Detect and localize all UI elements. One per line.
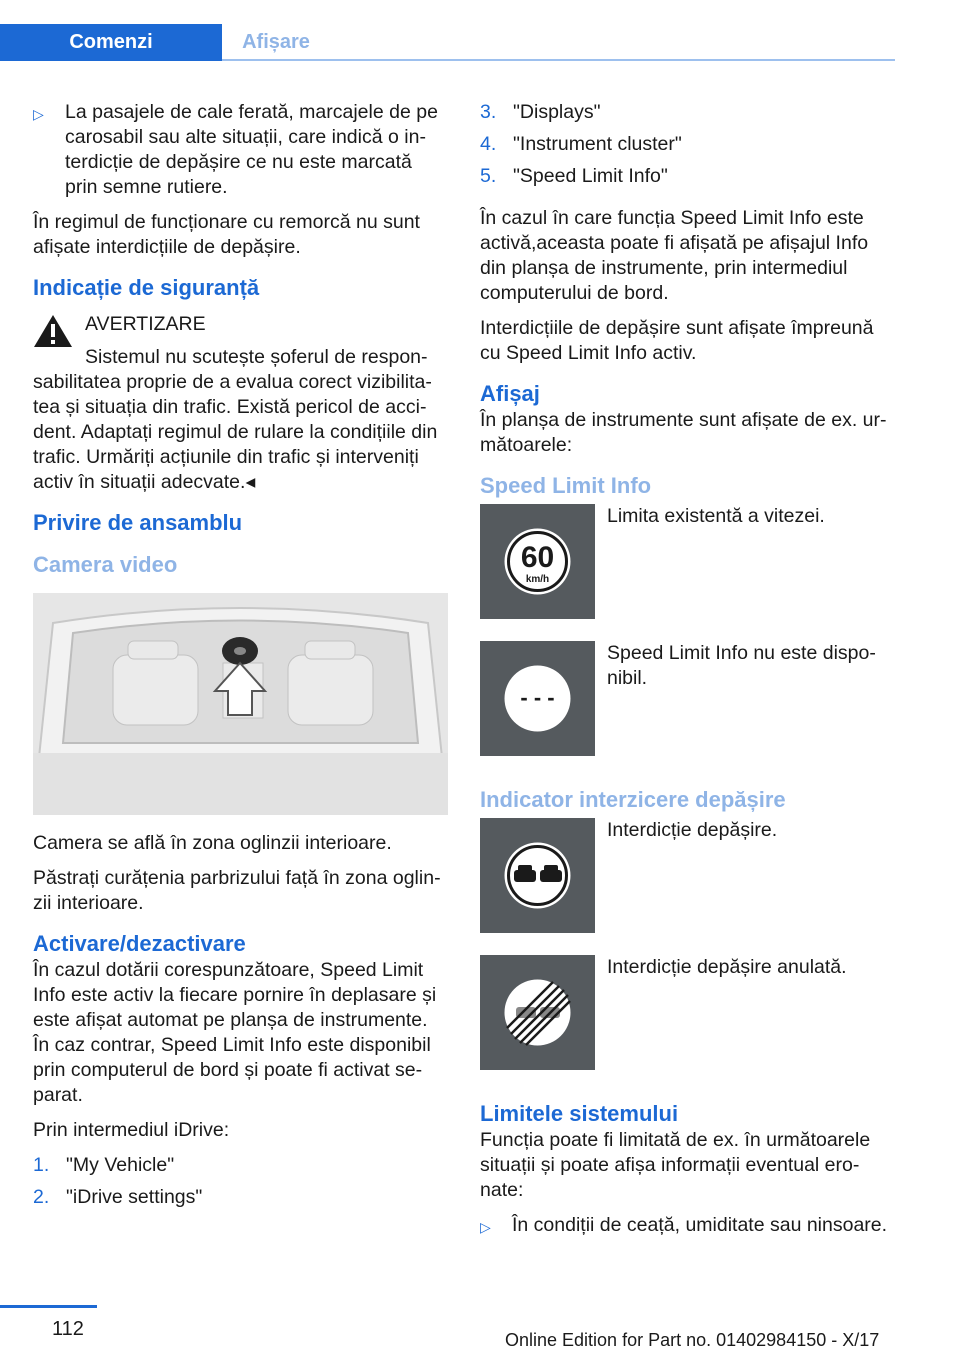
chapter-tabs [0,24,895,61]
sign-unavailable-caption: Speed Limit Info nu este disponibil. [607,642,876,689]
list-item [480,132,895,164]
step-number: 2. [33,1186,50,1208]
steps-list-left [33,1153,448,1217]
sign-speed-caption: Limita existentă a vitezei. [607,505,825,527]
overview-heading: Privire de ansamblu [33,510,243,535]
warning-title: AVERTIZARE [85,313,206,335]
sign-row-unavailable [480,641,895,756]
step-number: 5. [480,165,497,187]
list-item [480,100,895,132]
right-column [480,100,895,1250]
safety-heading: Indicație de siguranță [33,275,260,300]
limits-paragraph: Funcția poate fi limitată de ex. în următoarele situații și poate afișa informații eventual eronate: [480,1129,871,1201]
trailer-paragraph: În regimul de funcționare cu remorcă nu sunt afișate interdicțiile de depășire. [33,211,420,258]
camera-paragraph-2: Păstrați curățenia parbrizului față în zona oglinzii interioare. [33,867,441,914]
overtake-paragraph: Interdicțiile de depășire sunt afișate împreună cu Speed Limit Info activ. [480,317,874,364]
bullet-text: În condiții de ceață, umiditate sau ninsoare. [512,1214,888,1236]
display-paragraph: În planșa de instrumente sunt afișate de ex. următoarele: [480,409,887,456]
step-text: "Speed Limit Info" [513,165,668,187]
page-number: 112 [52,1318,84,1340]
bullet-text: La pasajele de cale ferată, marcajele de pe carosabil sau alte situații, care indică o interdicție de depășire ce nu este marcată prin semne rutiere. [65,101,438,198]
tab-afisare[interactable]: Afișare [242,31,310,53]
sign-speed-unit: km/h [525,574,550,585]
sli-heading: Speed Limit Info [480,473,652,498]
step-text: "My Vehicle" [66,1154,175,1176]
edition-note: Online Edition for Part no. 01402984150 - X/17 [505,1330,880,1350]
sign-speed-value: 60 [520,541,555,574]
speed-limit-sign-icon [480,504,595,619]
list-item [33,1153,448,1185]
step-text: "Displays" [513,101,601,123]
info-paragraph: În cazul în care funcția Speed Limit Info este activă,aceasta poate fi afișată pe afișajul Info din planșa de instrumente, prin intermediul computerului de bord. [480,207,869,304]
speed-limit-unavailable-icon [480,641,595,756]
sign-no-overtake-caption: Interdicție depășire. [607,819,778,841]
bullet-triangle-icon: ▷ [33,106,44,122]
no-overtaking-sign-icon [480,818,595,933]
overtake-heading: Indicator interzicere depășire [480,787,786,812]
bullet-triangle-icon: ▷ [480,1219,491,1235]
warning-text [33,345,448,495]
step-number: 4. [480,133,497,155]
sign-end-no-overtake-caption: Interdicție depășire anulată. [607,956,847,978]
sign-row-speed [480,504,895,619]
activation-heading: Activare/dezactivare [33,931,246,956]
list-item [33,100,448,200]
activation-paragraph: În cazul dotării corespunzătoare, Speed Limit Info este activ la fiecare pornire în deplasare și este afișat automat pe planșa de instrumente. În caz contrar, Speed Limit Info este disponibil prin computerul de bord și poate fi activat separat. [33,959,437,1106]
camera-location-image [33,593,448,815]
list-item [480,164,895,196]
camera-heading: Camera video [33,552,178,577]
idrive-paragraph: Prin intermediul iDrive: [33,1119,230,1141]
steps-list-right [480,100,895,196]
step-number: 3. [480,101,497,123]
step-text: "iDrive settings" [66,1186,203,1208]
limits-heading: Limitele sistemului [480,1101,679,1126]
tab-comenzi[interactable]: Comenzi [0,24,222,61]
display-heading: Afișaj [480,381,540,406]
left-column [33,100,448,1227]
sign-row-end-no-overtake [480,955,895,1070]
sign-unavailable-value: - - - [520,685,555,710]
footer-divider [0,1305,97,1308]
header-divider [222,59,895,61]
sign-row-no-overtake [480,818,895,933]
step-text: "Instrument cluster" [513,133,682,155]
list-item [33,1185,448,1217]
step-number: 1. [33,1154,50,1176]
camera-paragraph-1: Camera se află în zona oglinzii interioare. [33,832,392,854]
list-item [480,1213,895,1240]
end-no-overtaking-sign-icon [480,955,595,1070]
warning-body: Sistemul nu scutește șoferul de responsabilitatea proprie de a evalua corect vizibilitatea și situația din trafic. Există pericol de accident. Adaptați regimul de rulare la condițiile din trafic. Urmăriți acțiunile din trafic și interveniți activ în situații adecvate.◂ [33,346,438,493]
